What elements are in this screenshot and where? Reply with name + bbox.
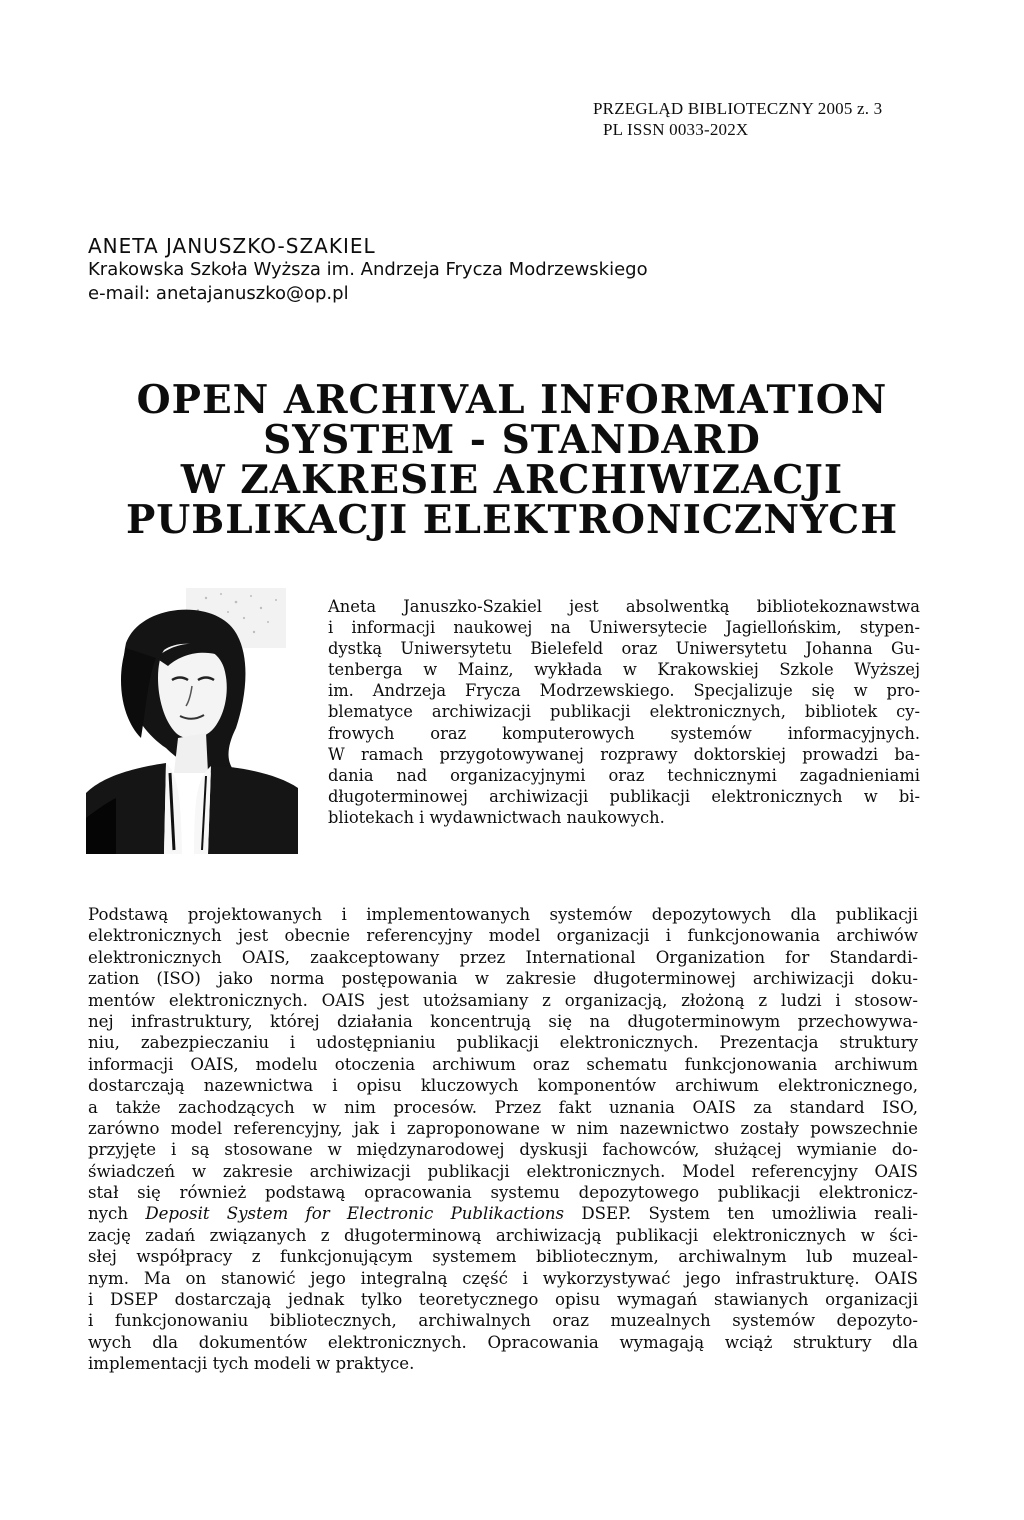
abstract-line: informacji OAIS, modelu otoczenia archiwum oraz schematu funkcjonowania archiwum [88, 1054, 918, 1074]
abstract-line: stał się również podstawą opracowania systemu depozytowego publikacji elektronicz- [88, 1183, 918, 1203]
bio-line: Aneta Januszko-Szakiel jest absolwentką bibliotekoznawstwa [328, 597, 920, 616]
bio-line: im. Andrzeja Frycza Modrzewskiego. Specjalizuje się w pro- [328, 681, 920, 701]
portrait-svg [86, 588, 298, 854]
journal-issue: PRZEGLĄD BIBLIOTECZNY 2005 z. 3 [593, 99, 883, 118]
bio-line: i informacji naukowej na Uniwersytecie Jagiellońskim, stypen- [328, 618, 920, 638]
title-line: W ZAKRESIE ARCHIWIZACJI [180, 457, 844, 503]
journal-header [593, 98, 882, 140]
abstract-line: implementacji tych modeli w praktyce. [88, 1354, 415, 1374]
abstract-line: dostarczają nazewnictwa i opisu kluczowych komponentów archiwum elektronicznego, [88, 1076, 918, 1096]
bio-line: długoterminowej archiwizacji publikacji elektronicznych w bi- [328, 786, 920, 806]
bio-line: frowych oraz komputerowych systemów informacyjnych. [328, 723, 920, 743]
title-line: OPEN ARCHIVAL INFORMATION [136, 377, 888, 423]
abstract-line: zation (ISO) jako norma postępowania w zakresie długoterminowej archiwizacji doku- [88, 969, 918, 989]
abstract-line: zarówno model referencyjny, jak i zaproponowane w nim nazewnictwo zostały powszechnie [88, 1118, 918, 1138]
abstract-paragraph [88, 904, 918, 1375]
bio-line: dystką Uniwersytetu Bielefeld oraz Uniwersytetu Johanna Gu- [328, 639, 920, 659]
bio-line: bliotekach i wydawnictwach naukowych. [328, 807, 665, 827]
author-email: e-mail: anetajanuszko@op.pl [88, 283, 349, 304]
bio-line: dania nad organizacyjnymi oraz technicznymi zagadnieniami [328, 765, 920, 785]
author-name: ANETA JANUSZKO-SZAKIEL [88, 234, 376, 258]
journal-issn: PL ISSN 0033-202X [603, 120, 749, 139]
bio-line: tenberga w Mainz, wykłada w Krakowskiej Szkole Wyższej [328, 660, 920, 680]
abstract-line: mentów elektronicznych. OAIS jest utożsamiany z organizacją, złożoną z ludzi i stosow- [88, 990, 918, 1010]
abstract-line: i funkcjonowaniu bibliotecznych, archiwalnych oraz muzealnych systemów depozyto- [88, 1311, 918, 1331]
abstract-line: a także zachodzących w nim procesów. Przez fakt uznania OAIS za standard ISO, [88, 1097, 918, 1117]
article-title [0, 377, 1024, 543]
abstract-line: słej współpracy z funkcjonującym systemem bibliotecznym, archiwalnym lub muzeal- [88, 1247, 918, 1267]
abstract-line: niu, zabezpieczaniu i udostępnianiu publikacji elektronicznych. Prezentacja struktury [88, 1033, 918, 1053]
abstract-line: i DSEP dostarczają jednak tylko teoretycznego opisu wymagań stawianych organizacji [88, 1290, 918, 1310]
author-bio [328, 596, 920, 828]
dsep-before: nych [88, 1204, 146, 1224]
abstract-line: elektronicznych OAIS, zaakceptowany przez International Organization for Standardi- [88, 947, 918, 967]
abstract-line: wych dla dokumentów elektronicznych. Opracowania wymagają wciąż struktury dla [88, 1332, 918, 1352]
author-block [88, 234, 648, 306]
author-portrait-image [86, 588, 298, 854]
author-affiliation: Krakowska Szkoła Wyższa im. Andrzeja Frycza Modrzewskiego [88, 259, 648, 280]
abstract-line: świadczeń w zakresie archiwizacji publikacji elektronicznych. Model referencyjny OAIS [88, 1161, 918, 1181]
bio-line: W ramach przygotowywanej rozprawy doktorskiej prowadzi ba- [328, 744, 920, 764]
abstract-line: nej infrastruktury, której działania koncentrują się na długoterminowym przechowywa- [88, 1011, 918, 1031]
abstract-line: Podstawą projektowanych i implementowanych systemów depozytowych dla publikacji [88, 905, 918, 924]
bio-line: blematyce archiwizacji publikacji elektronicznych, bibliotek cy- [328, 702, 920, 722]
title-line: SYSTEM - STANDARD [263, 417, 761, 463]
abstract-line: elektronicznych jest obecnie referencyjny model organizacji i funkcjonowania archiwów [88, 926, 918, 946]
dsep-after: DSEP. System ten umożliwia reali- [564, 1204, 918, 1224]
abstract-line-dsep [88, 1203, 918, 1224]
abstract-line: nym. Ma on stanowić jego integralną część i wykorzystywać jego infrastrukturę. OAIS [88, 1268, 918, 1288]
abstract-line: zację zadań związanych z długoterminową archiwizacją publikacji elektronicznych w ści- [88, 1225, 918, 1245]
abstract-line: przyjęte i są stosowane w międzynarodowej dyskusji fachowców, służącej wymianie do- [88, 1140, 918, 1160]
dsep-title-italic: Deposit System for Electronic Publikactions [145, 1204, 565, 1224]
title-line: PUBLIKACJI ELEKTRONICZNYCH [125, 497, 899, 543]
